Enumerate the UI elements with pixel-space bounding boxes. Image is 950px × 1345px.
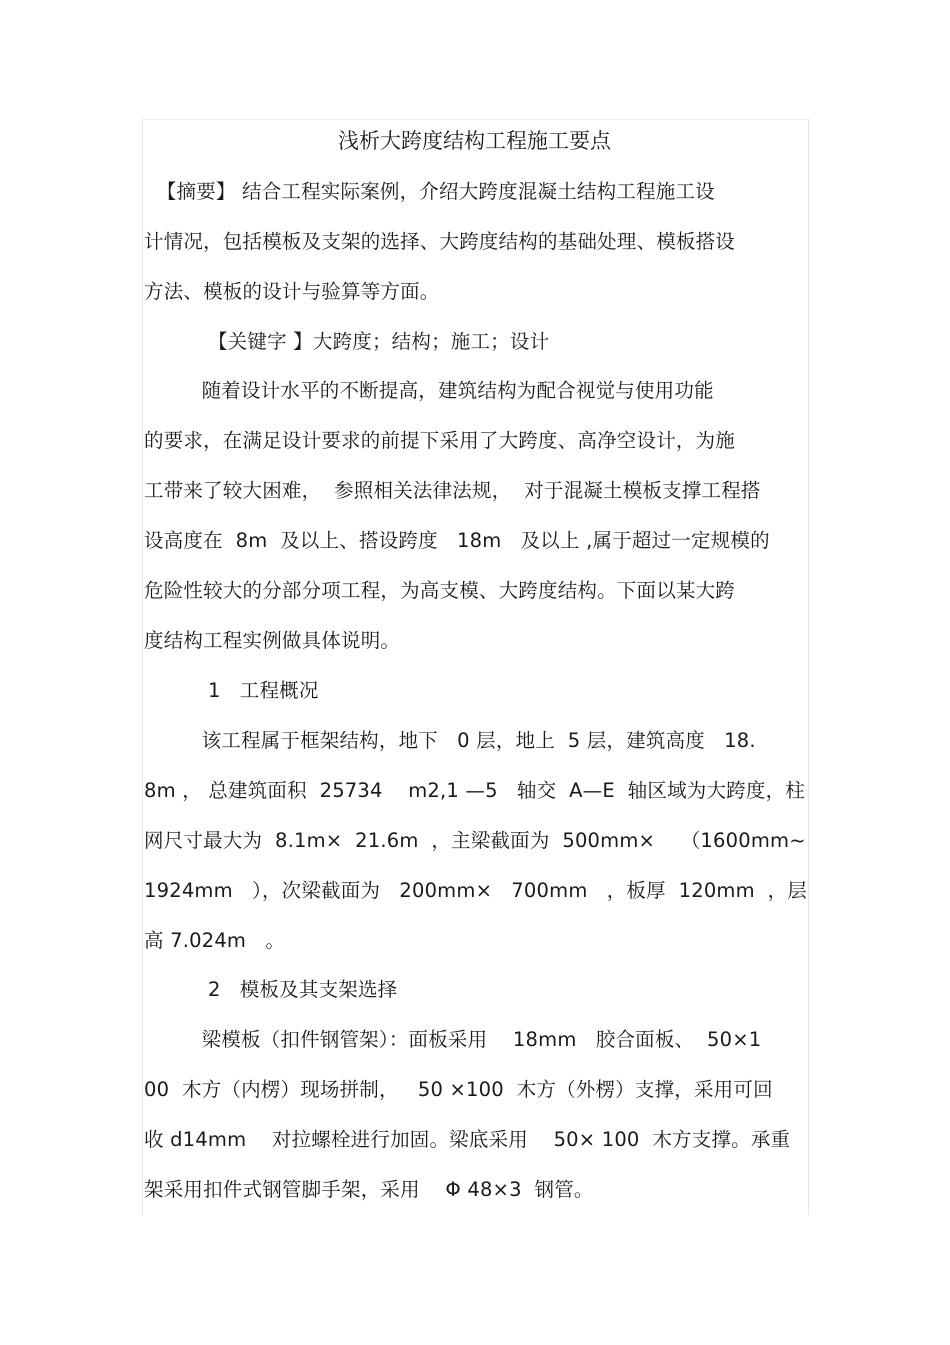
body-line: 的要求，在满足设计要求的前提下采用了大跨度、高净空设计，为施	[144, 429, 736, 452]
body-line: 收 d14mm 对拉螺栓进行加固。梁底采用 50× 100 木方支撑。承重	[144, 1128, 791, 1151]
body-line: 工带来了较大困难， 参照相关法律法规， 对于混凝土模板支撑工程搭	[144, 479, 761, 502]
body-line: 【关键字 】大跨度；结构；施工；设计	[144, 330, 550, 353]
body-line: 8m ， 总建筑面积 25734 m2,1 —5 轴交 A—E 轴区域为大跨度，柱	[144, 779, 805, 802]
body-line: 网尺寸最大为 8.1m× 21.6m ，主梁截面为 500mm× （1600mm~	[144, 829, 806, 852]
body-line: 00 木方（内楞）现场拼制， 50 ×100 木方（外楞）支撑，采用可回	[144, 1078, 773, 1101]
body-line: 【摘要】 结合工程实际案例，介绍大跨度混凝土结构工程施工设	[144, 180, 715, 203]
document-title: 浅析大跨度结构工程施工要点	[338, 129, 611, 153]
body-line: 高 7.024m 。	[144, 929, 286, 952]
body-line: 该工程属于框架结构，地下 0 层，地上 5 层，建筑高度 18.	[144, 729, 756, 752]
section-heading: 2 模板及其支架选择	[144, 978, 398, 1001]
section-heading: 1 工程概况	[144, 679, 319, 702]
body-line: 方法、模板的设计与验算等方面。	[144, 280, 440, 303]
body-line: 1924mm ），次梁截面为 200mm× 700mm ，板厚 120mm ，层	[144, 879, 808, 902]
body-line: 设高度在 8m 及以上、搭设跨度 18m 及以上 ,属于超过一定规模的	[144, 529, 770, 552]
body-line: 随着设计水平的不断提高，建筑结构为配合视觉与使用功能	[144, 379, 714, 402]
body-line: 梁模板（扣件钢管架）：面板采用 18mm 胶合面板、 50×1	[144, 1028, 762, 1051]
body-line: 度结构工程实例做具体说明。	[144, 629, 401, 652]
body-line: 计情况，包括模板及支架的选择、大跨度结构的基础处理、模板搭设	[144, 230, 736, 253]
body-line: 危险性较大的分部分项工程，为高支模、大跨度结构。下面以某大跨	[144, 579, 736, 602]
body-line: 架采用扣件式钢管脚手架，采用 Φ 48×3 钢管。	[144, 1178, 594, 1201]
